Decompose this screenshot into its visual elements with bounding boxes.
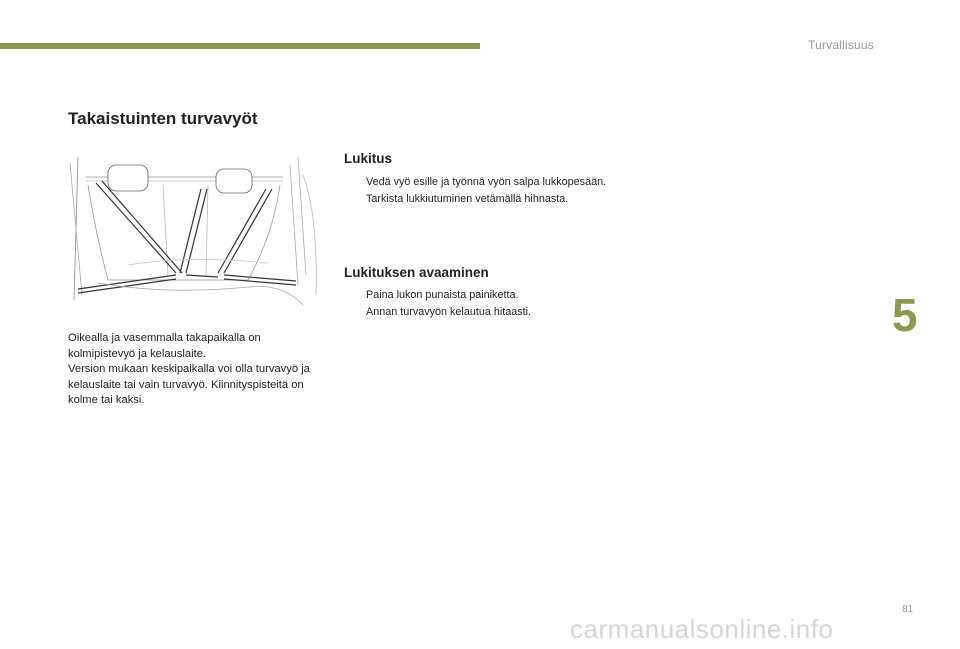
list-item (344, 305, 614, 320)
caption-paragraph: Oikealla ja vasemmalla takapaikalla on kolmipistevyö ja kelauslaite. (68, 332, 261, 360)
illustration-caption (68, 331, 330, 409)
chapter-number: 5 (892, 289, 918, 341)
step-text: Tarkista lukkiutuminen vetämällä hihnasta. (366, 193, 569, 205)
locking-steps (344, 175, 614, 209)
step-text: Annan turvavyön kelautua hitaasti. (366, 306, 532, 318)
chapter-color-bar (0, 43, 480, 49)
watermark: carmanualsonline.info (570, 614, 834, 644)
unlocking-steps (344, 288, 614, 322)
step-text: Paina lukon punaista painiketta. (366, 289, 519, 301)
list-item (344, 192, 614, 207)
list-item (344, 288, 614, 303)
rear-seat-belts-illustration (68, 155, 323, 305)
page-number: 81 (902, 604, 914, 615)
locking-heading: Lukitus (344, 151, 393, 166)
caption-paragraph: Version mukaan keskipaikalla voi olla turvavyö ja kelauslaite tai vain turvavyö. Kiinnityspisteitä on kolme tai kaksi. (68, 363, 310, 406)
list-item (344, 175, 614, 190)
page-title: Takaistuinten turvavyöt (68, 109, 258, 128)
step-text: Vedä vyö esille ja työnnä vyön salpa lukkopesään. (366, 176, 607, 188)
unlocking-heading: Lukituksen avaaminen (344, 265, 489, 280)
section-header: Turvallisuus (808, 38, 874, 52)
